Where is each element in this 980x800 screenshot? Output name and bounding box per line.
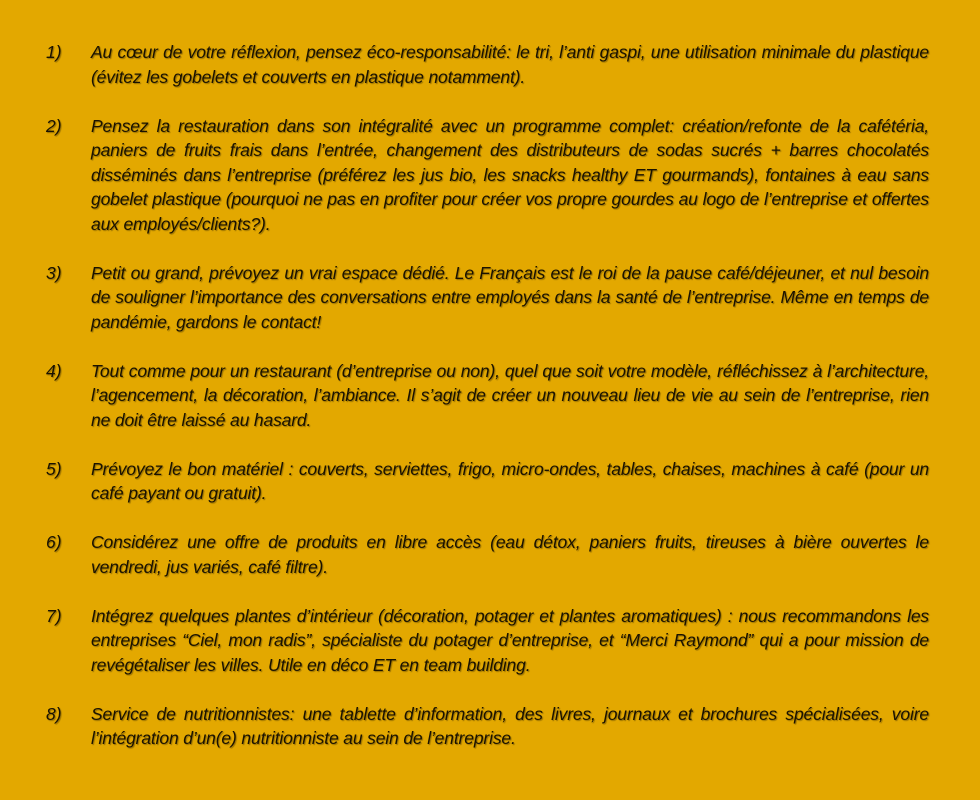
list-item xyxy=(46,359,929,433)
item-number: 5) xyxy=(46,458,62,479)
item-number: 1) xyxy=(46,42,62,62)
item-text: Prévoyez le bon matériel : couverts, serviettes, frigo, micro-ondes, tables, chaises, machines à café (pour un café payant ou gratuit). xyxy=(91,458,929,503)
item-text: Service de nutritionnistes: une tablette d’information, des livres, journaux et brochures spécialisées, voire l’intégration d’un(e) nutritionniste au sein de l’entreprise. xyxy=(91,703,929,748)
item-number: 4) xyxy=(46,360,62,381)
item-number: 7) xyxy=(46,605,62,626)
list-item xyxy=(46,261,929,335)
recommendations-list xyxy=(46,40,929,751)
list-item xyxy=(46,40,929,89)
item-text: Petit ou grand, prévoyez un vrai espace dédié. Le Français est le roi de la pause café/déjeuner, et nul besoin de souligner l’importance des conversations entre employés dans la santé de l’entreprise. Même en temps de pandémie, gardons le contact! xyxy=(91,262,929,332)
item-number: 2) xyxy=(46,115,62,136)
list-item xyxy=(46,702,929,751)
item-text: Tout comme pour un restaurant (d’entreprise ou non), quel que soit votre modèle, réfléchissez à l’architecture, l’agencement, la décoration, l’ambiance. Il s’agit de créer un nouveau lieu de vie au sein de l’entreprise, rien ne doit être laissé au hasard. xyxy=(91,360,929,430)
item-number: 3) xyxy=(46,262,62,283)
list-item xyxy=(46,530,929,579)
item-text: Pensez la restauration dans son intégralité avec un programme complet: création/refonte de la cafétéria, paniers de fruits frais dans l’entrée, changement des distributeurs de sodas sucrés + barres chocolatés disséminés dans l’entreprise (préférez les jus bio, les snacks healthy ET gourmands), fontaines à eau sans gobelet plastique (pourquoi ne pas en profiter pour créer vos propre gourdes au logo de l’entreprise et offertes aux employés/clients?). xyxy=(91,115,929,234)
item-number: 8) xyxy=(46,703,62,724)
item-text: Considérez une offre de produits en libre accès (eau détox, paniers fruits, tireuses à bière ouvertes le vendredi, jus variés, café filtre). xyxy=(91,532,929,577)
item-number: 6) xyxy=(46,532,62,552)
item-text: Intégrez quelques plantes d’intérieur (décoration, potager et plantes aromatiques) : nous recommandons les entreprises “Ciel, mon radis”, spécialiste du potager d’entreprise, et “Merci Raymond” qui a pour mission de revégétaliser les villes. Utile en déco ET en team building. xyxy=(91,605,929,675)
list-item xyxy=(46,457,929,506)
item-text: Au cœur de votre réflexion, pensez éco-responsabilité: le tri, l’anti gaspi, une utilisation minimale du plastique (évitez les gobelets et couverts en plastique notamment). xyxy=(91,42,929,87)
list-item xyxy=(46,114,929,237)
list-item xyxy=(46,604,929,678)
